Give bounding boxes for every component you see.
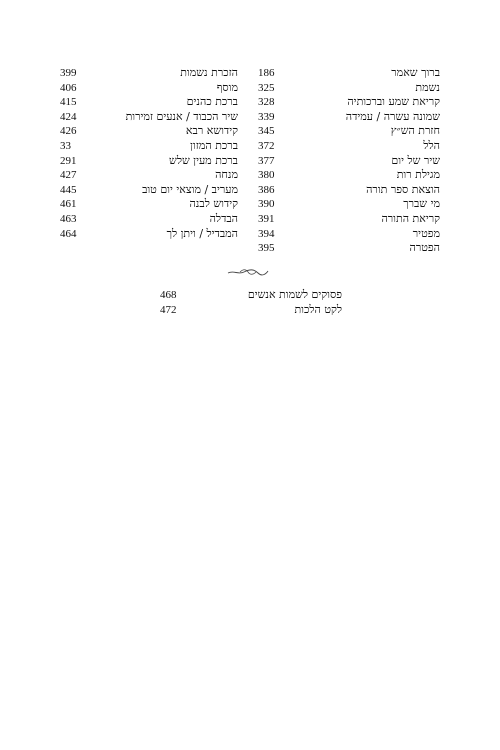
toc-entry-title: מנחה bbox=[215, 168, 238, 182]
toc-entry bbox=[60, 227, 250, 242]
toc-entry bbox=[250, 212, 440, 227]
toc-page-number: 395 bbox=[258, 242, 275, 255]
toc-entry bbox=[60, 197, 250, 212]
toc-page-number: 380 bbox=[258, 169, 275, 182]
toc-entry bbox=[250, 139, 440, 154]
table-of-contents bbox=[60, 66, 440, 255]
toc-entry bbox=[250, 154, 440, 169]
toc-page-number: 345 bbox=[258, 125, 275, 138]
toc-page-number: 391 bbox=[258, 212, 275, 225]
toc-entry-title: הוצאת ספר תורה bbox=[366, 182, 440, 196]
toc-page-number: 328 bbox=[258, 96, 275, 109]
toc-entry-title: לקט הלכות bbox=[294, 302, 342, 316]
toc-page-number: 386 bbox=[258, 183, 275, 196]
toc-right-column bbox=[250, 66, 440, 256]
toc-page-number: 468 bbox=[160, 289, 177, 301]
toc-page-number: 464 bbox=[60, 227, 77, 240]
toc-entry bbox=[250, 183, 440, 198]
toc-entry bbox=[250, 66, 440, 81]
toc-entry bbox=[250, 241, 440, 256]
toc-entry bbox=[60, 183, 250, 198]
toc-page-number: 390 bbox=[258, 198, 275, 211]
toc-entry bbox=[250, 124, 440, 139]
toc-page-number: 463 bbox=[60, 212, 77, 225]
toc-entry bbox=[60, 95, 250, 110]
ornament-divider-icon bbox=[226, 266, 270, 278]
toc-entry-title: קריאת התורה bbox=[381, 211, 440, 225]
toc-page-number: 406 bbox=[60, 81, 77, 94]
toc-page-number: 427 bbox=[60, 169, 77, 182]
toc-entry bbox=[250, 168, 440, 183]
toc-page-number: 472 bbox=[160, 303, 177, 316]
toc-page-number: 461 bbox=[60, 198, 77, 211]
toc-entry-title: הפטרה bbox=[409, 241, 440, 255]
toc-entry bbox=[60, 154, 250, 169]
toc-entry bbox=[250, 110, 440, 125]
toc-entry-title: מי שברך bbox=[403, 197, 440, 211]
toc-page-number: 424 bbox=[60, 110, 77, 123]
toc-entry-title: מגילת רות bbox=[396, 168, 440, 182]
toc-entry-title: שיר הכבוד / אנעים זמירות bbox=[125, 109, 238, 123]
toc-entry-title: שיר של יום bbox=[391, 153, 440, 167]
toc-entry bbox=[250, 81, 440, 96]
toc-page-number: 399 bbox=[60, 67, 77, 79]
toc-page-number: 415 bbox=[60, 96, 77, 109]
toc-entry bbox=[250, 95, 440, 110]
toc-page-number: 426 bbox=[60, 125, 77, 138]
toc-entry bbox=[60, 212, 250, 227]
toc-entry bbox=[60, 66, 250, 81]
toc-entry-title: הלל bbox=[423, 138, 440, 152]
toc-entry bbox=[250, 197, 440, 212]
toc-entry-title: ברכת המזון bbox=[190, 138, 238, 152]
toc-entry bbox=[60, 81, 250, 96]
toc-page-number: 33 bbox=[60, 139, 71, 152]
toc-entry-title: ברכת כהנים bbox=[186, 95, 238, 109]
toc-entry bbox=[60, 139, 250, 154]
toc-page-number: 372 bbox=[258, 139, 275, 152]
toc-entry-title: ברוך שאמר bbox=[391, 66, 440, 79]
toc-entry-title: קידוש לבנה bbox=[189, 197, 238, 211]
toc-entry-title: פסוקים לשמות אנשים bbox=[247, 288, 342, 301]
toc-page-number: 186 bbox=[258, 67, 275, 79]
toc-page-number: 291 bbox=[60, 154, 77, 167]
toc-page-number: 339 bbox=[258, 110, 275, 123]
toc-entry-title: הבדלה bbox=[209, 211, 238, 225]
toc-page-number: 394 bbox=[258, 227, 275, 240]
toc-entry bbox=[160, 288, 342, 303]
toc-entry-title: חזרת הש״ץ bbox=[390, 124, 440, 138]
toc-page-number: 445 bbox=[60, 183, 77, 196]
toc-entry-title: הזכרת נשמות bbox=[180, 66, 238, 79]
appendix-list bbox=[160, 288, 342, 317]
toc-entry-title: קריאת שמע וברכותיה bbox=[347, 95, 440, 109]
toc-entry-title: מפטיר bbox=[412, 226, 440, 240]
toc-entry-title: קידושא רבא bbox=[185, 124, 238, 138]
toc-entry bbox=[60, 124, 250, 139]
toc-page-number: 377 bbox=[258, 154, 275, 167]
toc-left-column bbox=[60, 66, 250, 241]
toc-entry-title: שמונה עשרה / עמידה bbox=[345, 109, 440, 123]
toc-entry-title: מוסף bbox=[216, 80, 238, 94]
toc-entry bbox=[160, 303, 342, 318]
toc-page-number: 325 bbox=[258, 81, 275, 94]
toc-entry bbox=[60, 168, 250, 183]
toc-entry-title: מעריב / מוצאי יום טוב bbox=[142, 182, 238, 196]
toc-entry bbox=[60, 110, 250, 125]
toc-entry-title: ברכת מעין שלש bbox=[169, 153, 238, 167]
toc-entry-title: נשמת bbox=[415, 80, 440, 94]
toc-entry bbox=[250, 227, 440, 242]
toc-entry-title: המבדיל / ויתן לך bbox=[166, 226, 238, 240]
